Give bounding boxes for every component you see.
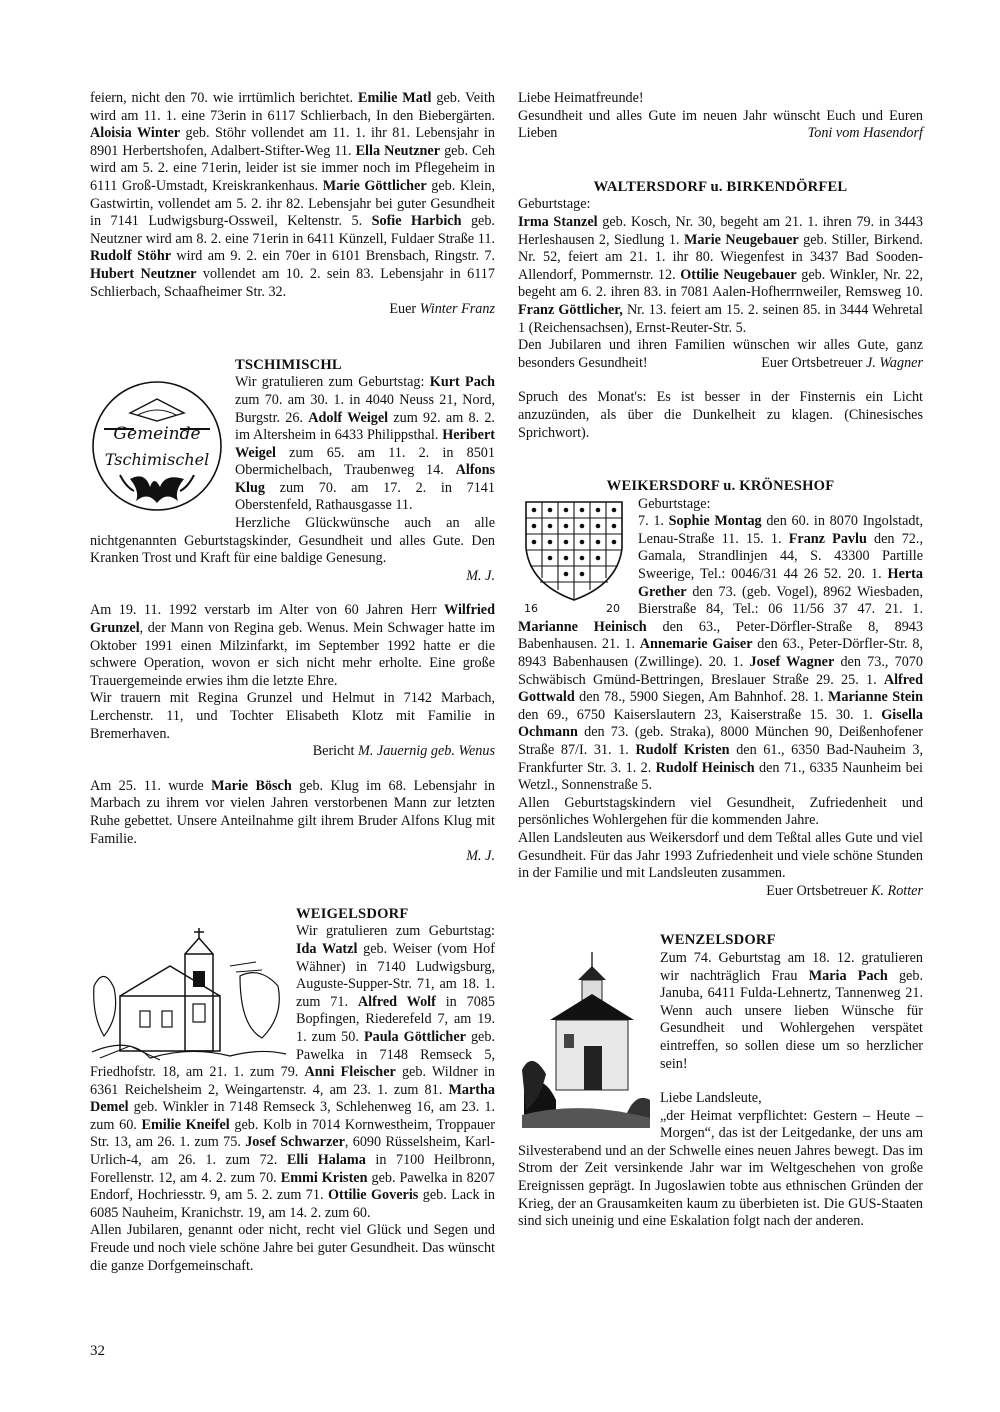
page-number: 32 bbox=[90, 1343, 105, 1359]
person-name: Emmi Kristen bbox=[280, 1169, 368, 1186]
boesch-text: Am 25. 11. wurde Marie Bösch geb. Klug im 68. Lebensjahr in Marbach zu ihrem vor vielen Jahren verstorbenen Mann zur letzten Ruhe gebettet. Unsere Anteilnahme gilt ihrem Bruder Alfons Klug mit Familie. bbox=[90, 777, 495, 847]
seal-text-line1: Gemeinde bbox=[113, 423, 201, 444]
person-name: Paula Göttlicher bbox=[363, 1028, 466, 1045]
person-name: Marie Neugebauer bbox=[683, 231, 799, 248]
shield-year-left: 16 bbox=[524, 601, 538, 614]
intro-signature: Euer Winter Franz bbox=[389, 301, 495, 318]
weikersdorf-signature: Euer Ortsbetreuer K. Rotter bbox=[766, 882, 923, 899]
weigelsdorf-text: Wir gratulieren zum Geburtstag: Ida Watzl geb. Weiser (vom Hof Wähner) in 7140 Ludwigsburg, Auguste-Supper-Str. 71, am 18. 1. zum 71. Alfred Wolf in 7085 Bopfingen, Riederefeld 7, am 19. 1. zum 50. Paula Göttlicher geb. Pawelka in 7148 Remseck 5, Friedhofstr. 18, am 21. 1. zum 79. Anni Fleischer geb. Wildner in 6361 Reichelsheim 2, Weingartenstr. 4, am 23. 1. zum 81. Martha Demel geb. Winkler in 7148 Remseck 3, Schlehenweg 16, am 23. 1. zum 60. Emilie Kneifel geb. Kolb in 7014 Kornwestheim, Troppauer Str. 13, am 26. 1. zum 75. Josef Schwarzer, 6090 Rüsselsheim, Karl-Urlich-4, am 26. 1. zum 72. Elli Halama in 7100 Heilbronn, Forellenstr. 12, am 4. 2. zum 70. Emmi Kristen geb. Pawelka in 8207 Endorf, Hochriesstr. 9, am 5. 2. zum 71. Ottilie Goveris geb. Lack in 6085 Nauheim, Kranichstr. 19, am 14. 2. zum 60. bbox=[90, 923, 496, 1221]
person-name: Emilie Kneifel bbox=[141, 1116, 230, 1133]
wenzelsdorf-letter: „der Heimat verpflichtet: Gestern – Heute – Morgen“, das ist der Leitgedanke, der uns am Silvesterabend und an der Schwelle eines neuen Jahres bewegt. Das im Strom der Zeit versinkende Jahr war im Weltgeschehen von große Ereignissen geprägt. In Jugoslawien tobte aus ethnischen Gründen der Krieg, der an Grausamkeiten kaum zu überbieten ist. Die GUS-Staaten sind sich uneinig und eine Eskalation folgt nach der anderen. bbox=[518, 1107, 923, 1230]
person-name: Marie Bösch bbox=[211, 777, 292, 794]
person-name: Elli Halama bbox=[286, 1152, 366, 1169]
right-column bbox=[518, 90, 923, 1231]
tschimischl-section bbox=[90, 357, 495, 586]
tschimischl-seal-emblem bbox=[90, 375, 225, 517]
person-name: Sofie Harbich bbox=[371, 213, 462, 230]
left-column bbox=[90, 90, 495, 1275]
wenzelsdorf-heading: WENZELSDORF bbox=[660, 932, 776, 949]
person-name: Ottilie Goveris bbox=[327, 1187, 419, 1204]
weikersdorf-shield-emblem bbox=[518, 498, 630, 614]
waltersdorf-sub: Geburtstage: bbox=[518, 196, 591, 213]
person-name: Franz Göttlicher, bbox=[518, 301, 623, 318]
waltersdorf-text: Irma Stanzel geb. Kosch, Nr. 30, begeht am 21. 1. ihren 79. in 3443 Herleshausen 2, Siedlung 1. Marie Neugebauer geb. Stiller, Birkend. Nr. 52, feiert am 21. 1. ihr 80. Wiegenfest in 3437 Bad Sooden-Allendorf, Pommernstr. 12. Ottilie Neugebauer geb. Winkler, Nr. 22, begeht am 6. 2. ihren 83. in 7081 Aalen-Hofherrnweiler, Remsweg 10. Franz Göttlicher, Nr. 13. feiert am 15. 2. seinen 85. in 3444 Wehretal 1 (Reichensachsen), Ernst-Reuter-Str. 5. bbox=[518, 213, 924, 336]
weigelsdorf-closing: Allen Jubilaren, genannt oder nicht, recht viel Glück und Segen und Freude und noch viele schöne Jahre bei guter Gesundheit. Das wünscht die ganze Dorfgemeinschaft. bbox=[90, 1222, 495, 1274]
grunzel-text2: Wir trauern mit Regina Grunzel und Helmut in 7142 Marbach, Lerchenstr. 11, und Tochter Elisabeth Klotz mit Familie in Bremerhaven. bbox=[90, 690, 495, 742]
weikersdorf-text: 7. 1. Sophie Montag den 60. in 8070 Ingolstadt, Lenau-Straße 11. 15. 1. Franz Pavlu den 72., Gamala, Strandlinjen 44, S. 43300 Partille Sweerige, Tel.: 0046/31 44 26 52. 20. 1. Herta Grether den 73. (geb. Vogel), 8962 Wiesbaden, Bierstraße 84, Tel.: 06 11/56 37 47. 21. 1. Marianne Heinisch den 63., Peter-Dörfler-Straße 8, 8943 Babenhausen. 21. 1. Annemarie Gaiser den 63., Peter-Dörfler-Str. 8, 8943 Babenhausen (Zwillinge). 20. 1. Josef Wagner den 73., 7070 Schwäbisch Gmünd-Bettringen, Breslauer Straße 29. 25. 1. Alfred Gottwald den 78., 5900 Siegen, Am Bahnhof. 28. 1. Marianne Stein den 69., 6750 Kaiserslautern 23, Kaiserstraße 15. 30. 1. Gisella Ochmann den 73. (geb. Straka), 8000 München 90, Deißenhofener Straße 87/I. 31. 1. Rudolf Kristen den 61., 6350 Bad-Nauheim 3, Frankfurter Str. 3. 1. 2. Rudolf Heinisch den 71., 6335 Naunheim bei Wetzl., Sonnenstraße 5. bbox=[518, 513, 923, 794]
person-name: Martha Demel bbox=[90, 1081, 495, 1116]
person-name: Ella Neutzner bbox=[355, 142, 441, 159]
weigelsdorf-section bbox=[90, 906, 495, 1275]
wenzelsdorf-salutation: Liebe Landsleute, bbox=[660, 1090, 762, 1107]
person-name: Alfons Klug bbox=[235, 462, 495, 496]
waltersdorf-section bbox=[518, 179, 923, 373]
person-name: Alfred Wolf bbox=[357, 993, 436, 1010]
weikersdorf-sub: Geburtstage: bbox=[638, 495, 711, 512]
church-illustration bbox=[90, 926, 288, 1064]
greeting-text: Gesundheit und alles Gute im neuen Jahr wünscht Euch und Euren Lieben bbox=[518, 107, 923, 142]
person-name: Heribert Weigel bbox=[235, 427, 495, 461]
person-name: Rudolf Heinisch bbox=[655, 759, 755, 776]
person-name: Ottilie Neugebauer bbox=[680, 266, 797, 283]
person-name: Rudolf Stöhr bbox=[90, 248, 172, 265]
person-name: Hubert Neutzner bbox=[90, 265, 197, 282]
person-name: Marianne Stein bbox=[827, 689, 923, 706]
person-name: Franz Pavlu bbox=[788, 530, 867, 547]
seal-text-line2: Tschimischel bbox=[104, 449, 210, 469]
chapel-photo bbox=[522, 950, 650, 1128]
weikersdorf-closing2: Allen Landsleuten aus Weikersdorf und dem Teßtal alles Gute und viel Gesundheit. Für das Jahr 1993 Zufriedenheit und viele schöne Stunden in der Familie und mit Landsleuten zusammen. bbox=[518, 829, 923, 882]
spruch-des-monats: Spruch des Monat's: Es ist besser in der Finsternis ein Licht anzuzünden, als über die Dunkelheit zu klagen. (Chinesisches Sprichwort). bbox=[518, 389, 923, 441]
person-name: Kurt Pach bbox=[429, 374, 495, 391]
greeting-signature: Toni vom Hasendorf bbox=[807, 125, 923, 142]
shield-year-right: 20 bbox=[606, 601, 620, 614]
weikersdorf-section bbox=[518, 478, 923, 900]
grunzel-obituary bbox=[90, 602, 495, 760]
person-name: Anni Fleischer bbox=[304, 1064, 396, 1081]
person-name: Irma Stanzel bbox=[518, 213, 598, 230]
person-name: Ida Watzl bbox=[296, 940, 358, 957]
person-name: Sophie Montag bbox=[668, 513, 762, 530]
weigelsdorf-heading: WEIGELSDORF bbox=[296, 905, 409, 922]
tschimischl-closing: Herzliche Glückwünsche auch an alle nichtgenannten Geburtstagskinder, Gesundheit und alles Gute. Den Kranken Trost und Kraft für eine baldige Genesung. bbox=[90, 515, 495, 567]
person-name: Herta Grether bbox=[638, 566, 923, 600]
person-name: Maria Pach bbox=[808, 967, 888, 984]
person-name: Josef Wagner bbox=[749, 654, 835, 671]
person-name: Aloisia Winter bbox=[90, 125, 181, 142]
person-name: Rudolf Kristen bbox=[635, 742, 730, 758]
tschimischl-text: Wir gratulieren zum Geburtstag: Kurt Pach zum 70. am 30. 1. in 4040 Neuss 21, Nord, Burgstr. 26. Adolf Weigel zum 92. am 8. 2. im Altersheim in 6433 Philippsthal. Heribert Weigel zum 65. am 11. 2. in 8501 Obermichelbach, Traubenweg 14. Alfons Klug zum 70. am 17. 2. in 7141 Oberstenfeld, Rathausgasse 11. bbox=[235, 374, 495, 514]
greeting-title: Liebe Heimatfreunde! bbox=[518, 90, 644, 106]
tschimischl-signature: M. J. bbox=[466, 567, 495, 584]
boesch-signature: M. J. bbox=[466, 848, 495, 865]
person-name: Emilie Matl bbox=[357, 90, 432, 106]
waltersdorf-heading: WALTERSDORF u. BIRKENDÖRFEL bbox=[593, 178, 848, 195]
person-name: Josef Schwarzer bbox=[245, 1134, 345, 1151]
person-name: Wilfried Grunzel bbox=[90, 602, 495, 637]
grunzel-signature: Bericht M. Jauernig geb. Wenus bbox=[312, 743, 495, 760]
person-name: Alfred Gottwald bbox=[518, 671, 923, 706]
person-name: Marie Göttlicher bbox=[322, 177, 427, 194]
waltersdorf-closing: Den Jubilaren und ihren Familien wünschen wir alles Gute, ganz besonders Gesundheit! Euer Ortsbetreuer J. Wagner bbox=[518, 337, 923, 371]
intro-paragraph: feiern, nicht den 70. wie irrtümlich berichtet. Emilie Matl geb. Veith wird am 11. 1. eine 73erin in 6117 Schlierbach, In den Biebergärten. Aloisia Winter geb. Stöhr vollendet am 11. 1. ihr 81. Lebensjahr in 8901 Herbertshofen, Adalbert-Stifter-Weg 11. Ella Neutzner geb. Ceh wird am 5. 2. eine 71erin, leider ist sie immer noch im Pflegeheim in 6111 Groß-Umstadt, Kreiskrankenhaus. Marie Göttlicher geb. Klein, Gastwirtin, vollendet am 5. 2. ihr 82. Lebensjahr bei guter Gesundheit in 7141 Ludwigsburg-Ossweil, Keltenstr. 5. Sofie Harbich geb. Neutzner wird am 8. 2. eine 71erin in 6411 Künzell, Fuldaer Straße 11. Rudolf Stöhr wird am 9. 2. ein 70er in 6101 Brensbach, Ringstr. 7. Hubert Neutzner vollendet am 10. 2. sein 83. Lebensjahr in 6117 Schlierbach, Schaafheimer Str. 32. bbox=[90, 90, 496, 300]
wenzelsdorf-section bbox=[518, 932, 923, 1231]
wenzelsdorf-text: Zum 74. Geburtstag am 18. 12. gratulieren wir nachträglich Frau Maria Pach geb. Januba, 6411 Fulda-Lehnertz, Tannenweg 21. Wenn auch unsere lieben Wünsche für Gesundheit und Wohlergehen verspätet eintreffen, so sollen diese um so herzlicher sein! bbox=[660, 949, 923, 1072]
person-name: Annemarie Gaiser bbox=[639, 636, 753, 653]
boesch-obituary bbox=[90, 778, 495, 866]
tschimischl-heading: TSCHIMISCHL bbox=[235, 356, 342, 373]
grunzel-text: Am 19. 11. 1992 verstarb im Alter von 60 Jahren Herr Wilfried Grunzel, der Mann von Regina geb. Wenus. Mein Schwager hatte im Oktober 1991 einen Milzinfarkt, im September 1992 hatte er die schwere Operation, wovon er sich nicht mehr erholte. Eine große Trauergemeinde erwies ihm die letzte Ehre. bbox=[90, 602, 495, 689]
person-name: Marianne Heinisch bbox=[518, 618, 647, 635]
person-name: Gisella Ochmann bbox=[518, 706, 923, 741]
weikersdorf-closing1: Allen Geburtstagskindern viel Gesundheit, Zufriedenheit und persönliches Wohlergehen für die kommenden Jahre. bbox=[518, 794, 923, 829]
weikersdorf-heading: WEIKERSDORF u. KRÖNESHOF bbox=[606, 478, 835, 495]
person-name: Adolf Weigel bbox=[308, 409, 389, 426]
